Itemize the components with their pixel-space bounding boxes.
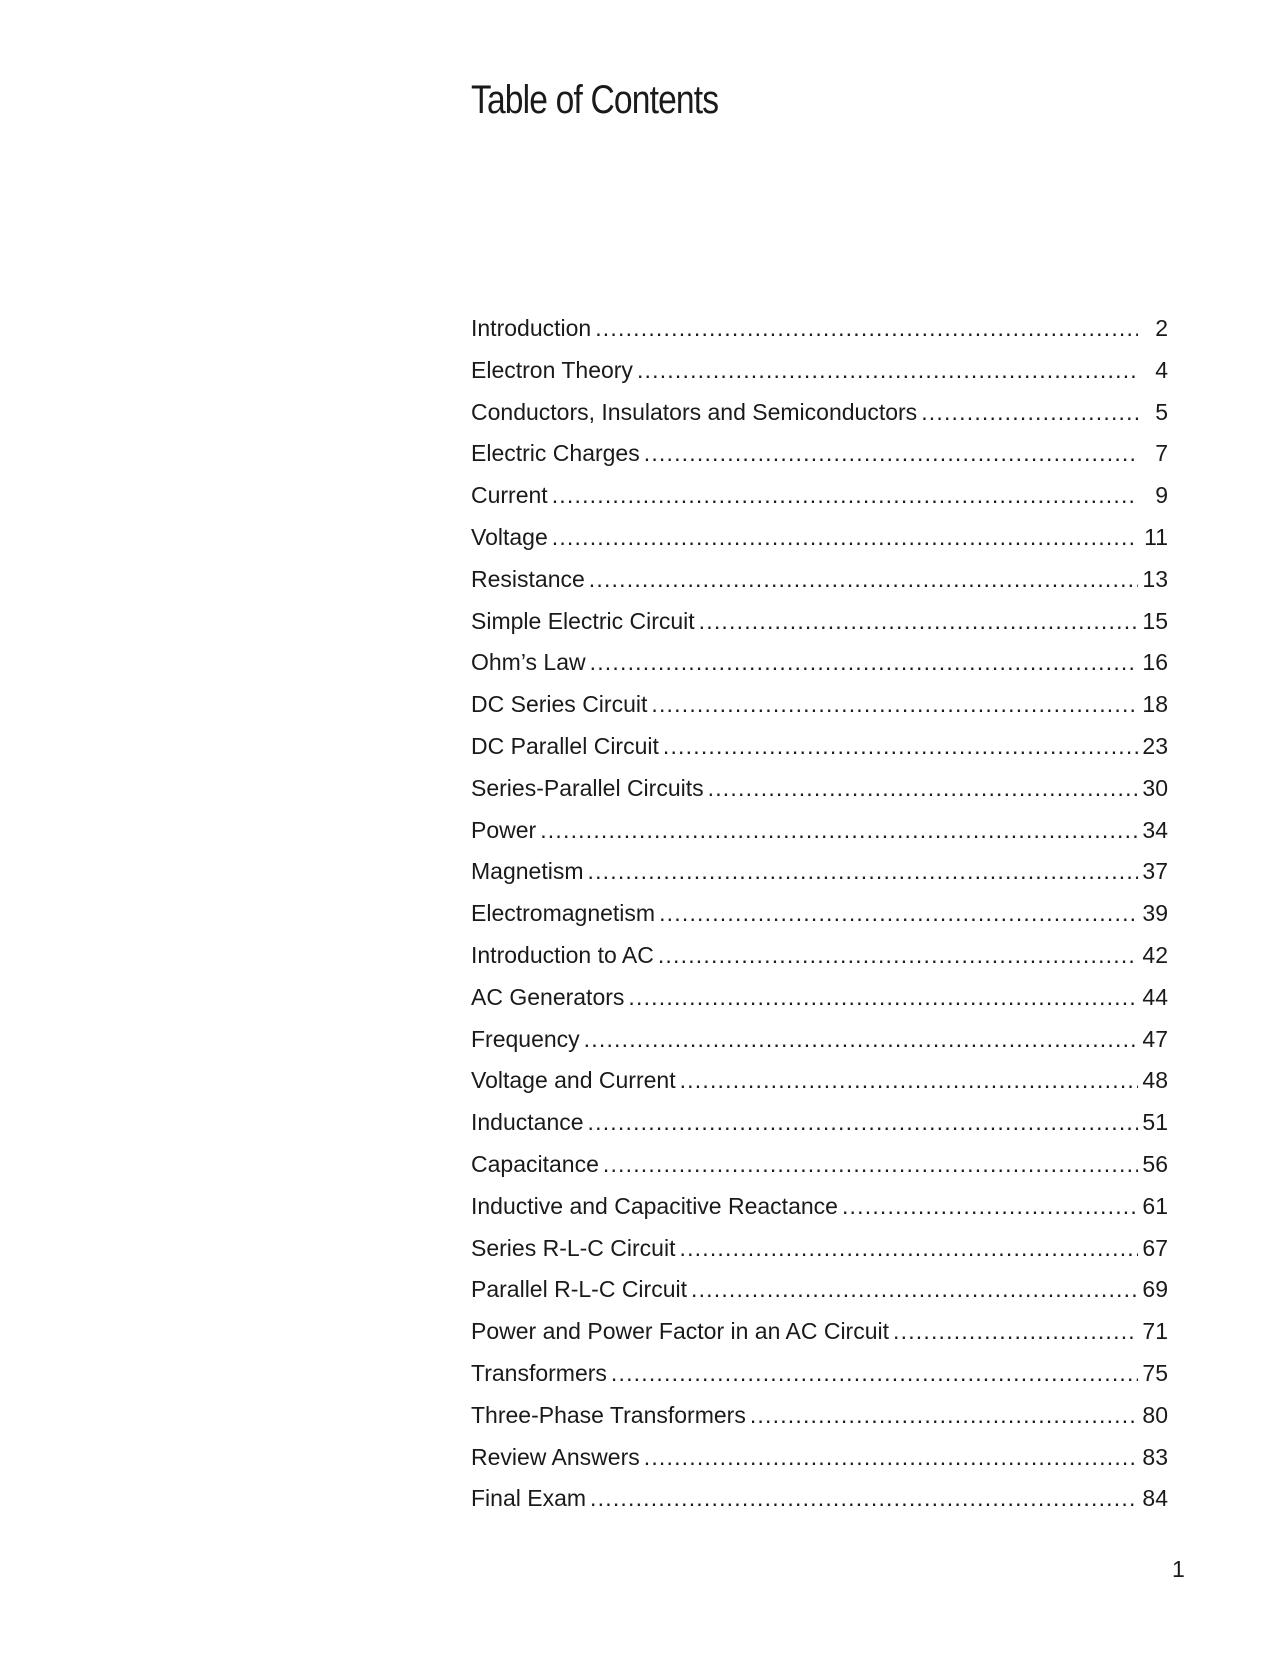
toc-dot-leader — [921, 392, 1138, 434]
toc-entry[interactable] — [471, 1102, 1168, 1144]
toc-entry-page: 2 — [1155, 315, 1168, 341]
toc-dot-leader — [590, 1478, 1138, 1520]
toc-entry[interactable] — [471, 433, 1168, 475]
toc-entry-page: 44 — [1142, 983, 1168, 1010]
toc-dot-leader — [637, 350, 1138, 392]
toc-entry[interactable] — [471, 1060, 1168, 1102]
toc-dot-leader — [680, 1060, 1138, 1102]
page-title: Table of Contents — [471, 78, 719, 122]
toc-entry[interactable] — [471, 768, 1168, 810]
toc-entry[interactable] — [471, 601, 1168, 643]
toc-entry-page: 30 — [1142, 774, 1168, 801]
toc-entry-title: DC Series Circuit — [471, 691, 648, 718]
toc-entry-page: 9 — [1155, 482, 1168, 509]
toc-entry-title: Capacitance — [471, 1150, 599, 1177]
toc-dot-leader — [595, 308, 1138, 350]
toc-entry[interactable] — [471, 726, 1168, 768]
toc-entry[interactable] — [471, 517, 1168, 559]
toc-entry[interactable] — [471, 308, 1168, 350]
toc-entry[interactable] — [471, 1144, 1168, 1186]
toc-dot-leader — [679, 1228, 1138, 1270]
toc-entry-title: Introduction — [471, 315, 592, 341]
toc-entry-title: Electric Charges — [471, 440, 640, 467]
toc-entry-page: 69 — [1142, 1276, 1168, 1303]
toc-entry-title: Final Exam — [471, 1485, 587, 1512]
toc-entry-title: Review Answers — [471, 1443, 640, 1470]
toc-entry-page: 48 — [1142, 1067, 1168, 1094]
toc-entry-title: Power and Power Factor in an AC Circuit — [471, 1318, 890, 1345]
toc-entry-title: Inductive and Capacitive Reactance — [471, 1192, 838, 1219]
toc-entry-page: 42 — [1142, 941, 1168, 968]
toc-entry[interactable] — [471, 642, 1168, 684]
toc-entry-page: 4 — [1155, 356, 1168, 383]
toc-dot-leader — [628, 977, 1138, 1019]
toc-entry[interactable] — [471, 1311, 1168, 1353]
toc-entry-title: Transformers — [471, 1359, 607, 1386]
toc-entry[interactable] — [471, 851, 1168, 893]
toc-entry[interactable] — [471, 392, 1168, 434]
toc-entry-title: Magnetism — [471, 858, 584, 885]
toc-dot-leader — [589, 559, 1138, 601]
toc-entry-page: 71 — [1142, 1318, 1168, 1345]
toc-dot-leader — [651, 684, 1138, 726]
toc-entry-page: 15 — [1142, 607, 1168, 634]
toc-dot-leader — [691, 1269, 1138, 1311]
toc-entry[interactable] — [471, 1437, 1168, 1479]
toc-entry-title: Power — [471, 816, 537, 843]
toc-entry-title: Ohm’s Law — [471, 649, 586, 676]
toc-dot-leader — [663, 726, 1138, 768]
toc-entry-page: 84 — [1142, 1485, 1168, 1512]
toc-entry[interactable] — [471, 1353, 1168, 1395]
toc-dot-leader — [699, 601, 1138, 643]
toc-entry-page: 75 — [1142, 1359, 1168, 1386]
toc-entry-title: Three-Phase Transformers — [471, 1401, 746, 1428]
toc-entry[interactable] — [471, 1186, 1168, 1228]
toc-entry-page: 18 — [1142, 691, 1168, 718]
toc-entry-page: 13 — [1142, 565, 1168, 592]
toc-entry[interactable] — [471, 350, 1168, 392]
toc-entry-title: Parallel R-L-C Circuit — [471, 1276, 687, 1303]
toc-dot-leader — [552, 475, 1138, 517]
toc-entry[interactable] — [471, 1395, 1168, 1437]
toc-entry-page: 83 — [1142, 1443, 1168, 1470]
toc-entry-title: Inductance — [471, 1109, 584, 1136]
toc-dot-leader — [603, 1144, 1138, 1186]
toc-entry-page: 39 — [1142, 900, 1168, 927]
toc-entry-page: 11 — [1144, 523, 1168, 550]
toc-dot-leader — [644, 1437, 1138, 1479]
toc-entry-title: Series R-L-C Circuit — [471, 1234, 676, 1261]
toc-entry-page: 51 — [1142, 1109, 1168, 1136]
toc-entry-page: 61 — [1142, 1192, 1168, 1219]
toc-dot-leader — [658, 935, 1138, 977]
toc-entry-title: DC Parallel Circuit — [471, 732, 659, 759]
toc-entry-page: 67 — [1142, 1234, 1168, 1261]
toc-dot-leader — [540, 810, 1138, 852]
toc-dot-leader — [708, 768, 1138, 810]
toc-dot-leader — [842, 1186, 1138, 1228]
toc-dot-leader — [750, 1395, 1138, 1437]
toc-dot-leader — [584, 1019, 1138, 1061]
toc-entry-title: Introduction to AC — [471, 941, 654, 968]
toc-entry-title: Voltage — [471, 523, 548, 550]
toc-entry[interactable] — [471, 475, 1168, 517]
page-number: 1 — [1172, 1556, 1185, 1582]
toc-entry-page: 37 — [1142, 858, 1168, 885]
toc-entry[interactable] — [471, 559, 1168, 601]
toc-dot-leader — [659, 893, 1138, 935]
toc-dot-leader — [552, 517, 1138, 559]
toc-entry[interactable] — [471, 935, 1168, 977]
toc-entry[interactable] — [471, 977, 1168, 1019]
toc-dot-leader — [893, 1311, 1138, 1353]
toc-dot-leader — [588, 1102, 1138, 1144]
toc-entry-title: Current — [471, 482, 548, 509]
toc-entry[interactable] — [471, 1228, 1168, 1270]
toc-entry-page: 7 — [1155, 440, 1168, 467]
toc-entry-title: Frequency — [471, 1025, 580, 1052]
toc-dot-leader — [587, 851, 1138, 893]
toc-entry[interactable] — [471, 810, 1168, 852]
toc-entry[interactable] — [471, 1478, 1168, 1520]
toc-entry-title: Conductors, Insulators and Semiconductors — [471, 398, 918, 425]
toc-dot-leader — [590, 642, 1138, 684]
table-of-contents — [471, 308, 1168, 1520]
toc-entry-page: 23 — [1142, 732, 1168, 759]
toc-entry-page: 16 — [1142, 649, 1168, 676]
toc-entry-title: Electromagnetism — [471, 900, 656, 927]
toc-entry-title: Voltage and Current — [471, 1067, 676, 1094]
toc-entry-title: Simple Electric Circuit — [471, 607, 695, 634]
toc-entry-title: AC Generators — [471, 983, 625, 1010]
toc-entry-page: 5 — [1155, 398, 1168, 425]
toc-entry-page: 56 — [1142, 1150, 1168, 1177]
toc-entry-page: 47 — [1142, 1025, 1168, 1052]
toc-entry-title: Series-Parallel Circuits — [471, 774, 704, 801]
toc-entry-title: Resistance — [471, 565, 585, 592]
toc-entry[interactable] — [471, 1269, 1168, 1311]
toc-entry-title: Electron Theory — [471, 356, 633, 383]
toc-entry[interactable] — [471, 684, 1168, 726]
toc-entry[interactable] — [471, 893, 1168, 935]
toc-entry[interactable] — [471, 1019, 1168, 1061]
toc-entry-page: 80 — [1142, 1401, 1168, 1428]
toc-dot-leader — [644, 433, 1138, 475]
toc-dot-leader — [611, 1353, 1138, 1395]
toc-entry-page: 34 — [1142, 816, 1168, 843]
